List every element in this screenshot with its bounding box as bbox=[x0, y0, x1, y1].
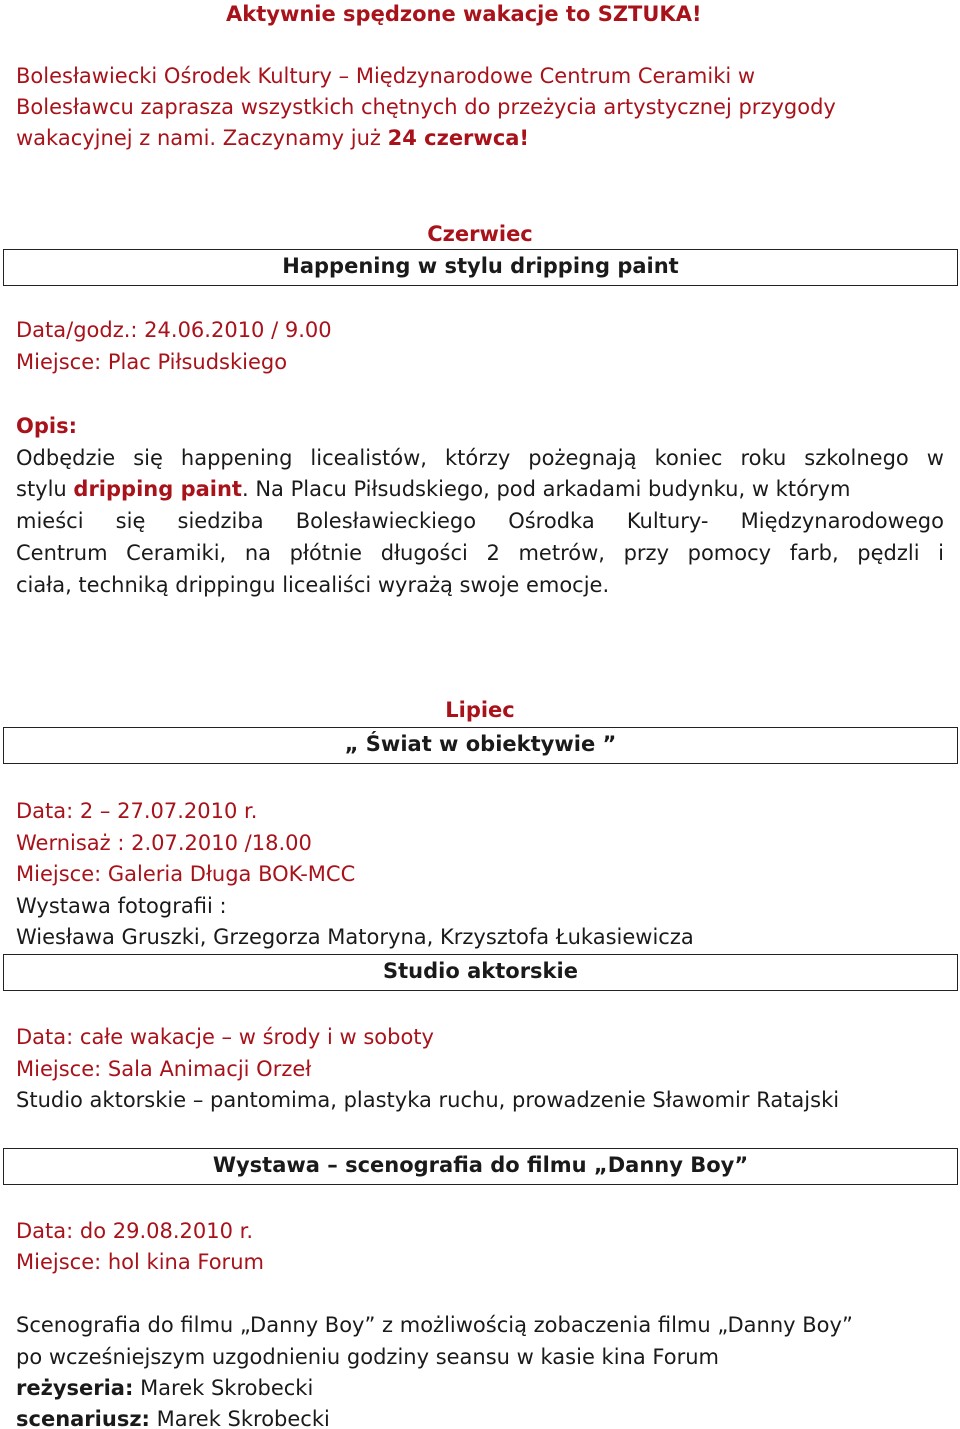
director-label: reżyseria: bbox=[16, 1376, 134, 1400]
exhibition-desc-line-1: Scenografia do filmu „Danny Boy” z możliwością zobaczenia filmu „Danny Boy” bbox=[16, 1313, 853, 1337]
june-desc-label: Opis: bbox=[16, 414, 77, 438]
word: koniec bbox=[654, 446, 723, 470]
director-name: Marek Skrobecki bbox=[133, 1376, 314, 1400]
word: się bbox=[133, 446, 163, 470]
writer-name: Marek Skrobecki bbox=[149, 1407, 330, 1429]
word: 2 bbox=[486, 541, 500, 565]
intro-line-1: Bolesławiecki Ośrodek Kultury – Międzynarodowe Centrum Ceramiki w bbox=[16, 64, 756, 88]
july-title: „ Świat w obiektywie ” bbox=[344, 732, 617, 756]
word: i bbox=[938, 541, 944, 565]
studio-title: Studio aktorskie bbox=[383, 959, 578, 983]
writer-label: scenariusz: bbox=[16, 1407, 150, 1429]
june-place: Miejsce: Plac Piłsudskiego bbox=[16, 350, 288, 374]
word: mieści bbox=[16, 509, 84, 533]
word: przy bbox=[623, 541, 669, 565]
intro-line-3-prefix: wakacyjnej z nami. Zaczynamy już bbox=[16, 126, 388, 150]
studio-date: Data: całe wakacje – w środy i w soboty bbox=[16, 1025, 434, 1049]
june-desc-line-2 bbox=[16, 475, 850, 503]
word: Ceramiki, bbox=[126, 541, 227, 565]
intro-line-3 bbox=[16, 124, 529, 152]
june-desc-line-5: ciała, techniką drippingu licealiści wyrażą swoje emocje. bbox=[16, 573, 610, 597]
word: Bolesławieckiego bbox=[295, 509, 477, 533]
june-desc-line-4-words bbox=[16, 539, 944, 567]
word: pożegnają bbox=[528, 446, 637, 470]
word: Centrum bbox=[16, 541, 108, 565]
intro-start-date: 24 czerwca! bbox=[387, 126, 530, 150]
june-title-box bbox=[3, 249, 958, 286]
word: roku bbox=[740, 446, 787, 470]
july-authors: Wiesława Gruszki, Grzegorza Matoryna, Krzysztofa Łukasiewicza bbox=[16, 925, 694, 949]
july-vernissage: Wernisaż : 2.07.2010 /18.00 bbox=[16, 831, 312, 855]
june-desc-line-4 bbox=[16, 539, 944, 567]
exhibition-director bbox=[16, 1374, 313, 1402]
june-desc-line-2-rest: . Na Placu Piłsudskiego, pod arkadami budynku, w którym bbox=[241, 477, 851, 501]
july-title-box bbox=[3, 727, 958, 764]
june-desc-dripping-paint: dripping paint bbox=[73, 477, 242, 501]
word: na bbox=[244, 541, 272, 565]
word: się bbox=[115, 509, 146, 533]
exhibition-place: Miejsce: hol kina Forum bbox=[16, 1250, 264, 1274]
exhibition-title: Wystawa – scenografia do filmu „Danny Boy” bbox=[212, 1153, 749, 1177]
studio-place: Miejsce: Sala Animacji Orzeł bbox=[16, 1057, 312, 1081]
june-desc-line-2-prefix: stylu bbox=[16, 477, 74, 501]
word: metrów, bbox=[518, 541, 605, 565]
word: pomocy bbox=[687, 541, 772, 565]
word: Międzynarodowego bbox=[740, 509, 944, 533]
word: Kultury- bbox=[626, 509, 709, 533]
word: w bbox=[926, 446, 944, 470]
july-place: Miejsce: Galeria Długa BOK-MCC bbox=[16, 862, 356, 886]
july-date: Data: 2 – 27.07.2010 r. bbox=[16, 799, 258, 823]
july-exhibit: Wystawa fotografii : bbox=[16, 894, 227, 918]
headline: Aktywnie spędzone wakacje to SZTUKA! bbox=[226, 2, 702, 26]
july-month: Lipiec bbox=[445, 698, 515, 722]
word: Odbędzie bbox=[16, 446, 116, 470]
word: siedziba bbox=[177, 509, 264, 533]
june-desc-line-1 bbox=[16, 444, 944, 472]
june-desc-line-3 bbox=[16, 507, 944, 535]
word: długości bbox=[380, 541, 468, 565]
exhibition-desc-line-2: po wcześniejszym uzgodnieniu godziny seansu w kasie kina Forum bbox=[16, 1345, 719, 1369]
word: licealistów, bbox=[310, 446, 427, 470]
studio-desc: Studio aktorskie – pantomima, plastyka ruchu, prowadzenie Sławomir Ratajski bbox=[16, 1088, 840, 1112]
june-title: Happening w stylu dripping paint bbox=[282, 254, 679, 278]
exhibition-writer bbox=[16, 1405, 330, 1429]
word: szkolnego bbox=[804, 446, 909, 470]
studio-title-box bbox=[3, 954, 958, 991]
word: płótnie bbox=[289, 541, 363, 565]
exhibition-title-box bbox=[3, 1148, 958, 1185]
exhibition-date: Data: do 29.08.2010 r. bbox=[16, 1219, 254, 1243]
word: którzy bbox=[444, 446, 511, 470]
word: happening bbox=[180, 446, 293, 470]
june-desc-line-1-words bbox=[16, 444, 944, 472]
june-month: Czerwiec bbox=[427, 222, 533, 246]
word: Ośrodka bbox=[508, 509, 595, 533]
word: farb, bbox=[789, 541, 839, 565]
june-desc-line-3-words bbox=[16, 507, 944, 535]
word: pędzli bbox=[857, 541, 920, 565]
june-date: Data/godz.: 24.06.2010 / 9.00 bbox=[16, 318, 332, 342]
intro-line-2: Bolesławcu zaprasza wszystkich chętnych do przeżycia artystycznej przygody bbox=[16, 95, 836, 119]
